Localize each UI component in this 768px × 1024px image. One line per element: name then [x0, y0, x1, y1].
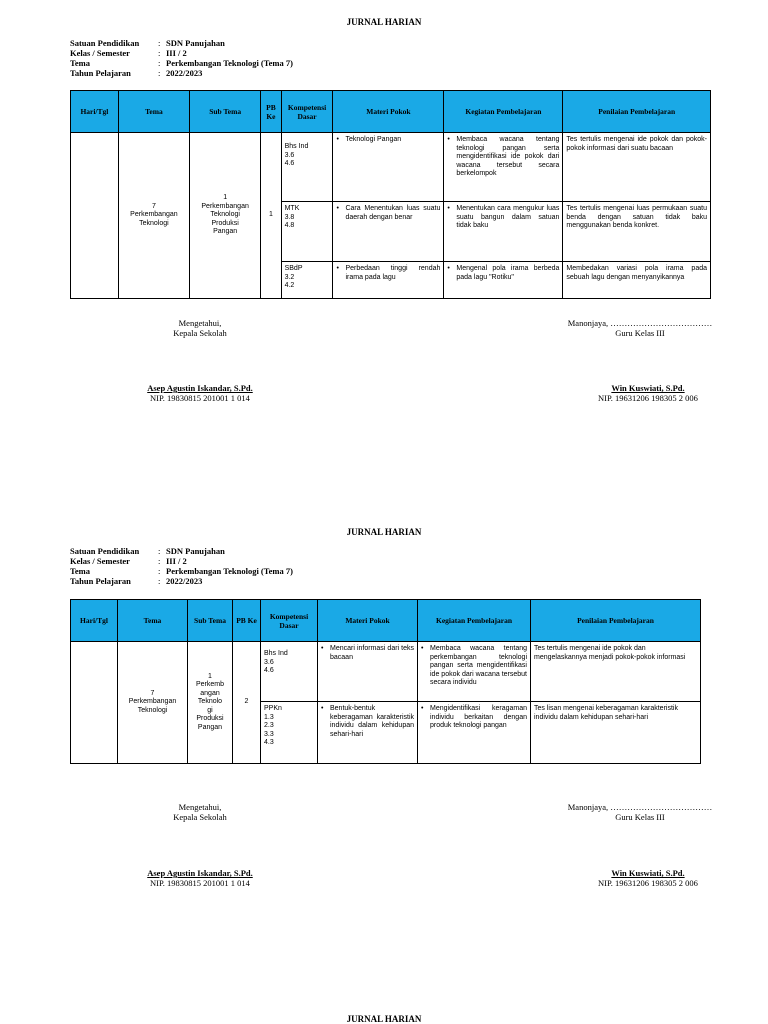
hari-cell: [71, 133, 119, 299]
header-subtema: Sub Tema: [190, 91, 261, 133]
journal-info: Satuan Pendidikan : SDN Panujahan Kelas / Semester : III / 2 Tema : Perkembangan Teknologi (Tema 7) Tahun Pelajaran : 2022/2023: [70, 38, 293, 78]
info-value: 2022/2023: [166, 68, 203, 78]
header-materi: Materi Pokok: [333, 91, 444, 133]
info-label: Satuan Pendidikan: [70, 546, 140, 556]
signature-left: Mengetahui, Kepala Sekolah: [173, 318, 227, 338]
header-subtema: Sub Tema: [188, 600, 233, 642]
signature-right: Manonjaya, ……………………………… Guru Kelas III: [567, 802, 713, 822]
table-row: [71, 642, 701, 702]
penilaian-cell: Tes tertulis mengenai ide pokok dan mengelaskannya menjadi pokok-pokok informasi: [531, 642, 701, 702]
header-pb: PB Ke: [261, 91, 281, 133]
tema-cell: 7 Perkembangan Teknologi: [118, 133, 189, 299]
header-materi: Materi Pokok: [318, 600, 418, 642]
materi-cell: • Teknologi Pangan: [333, 133, 444, 202]
pb-cell: 1: [261, 133, 281, 299]
table-header-row: [71, 91, 711, 133]
signature-right: Manonjaya, ……………………………… Guru Kelas III: [567, 318, 713, 338]
info-label: Tema: [70, 58, 90, 68]
header-kegiatan: Kegiatan Pembelajaran: [418, 600, 531, 642]
info-label: Tahun Pelajaran: [70, 576, 131, 586]
materi-cell: • Mencari informasi dari teks bacaan: [318, 642, 418, 702]
signature-right-name: Win Kuswiati, S.Pd. NIP. 19631206 198305 2 006: [598, 383, 698, 403]
journal-info: Satuan Pendidikan : SDN Panujahan Kelas / Semester : III / 2 Tema : Perkembangan Teknologi (Tema 7) Tahun Pelajaran : 2022/2023: [70, 546, 293, 586]
info-label: Tahun Pelajaran: [70, 68, 131, 78]
table-header-row: [71, 600, 701, 642]
header-hari: Hari/Tgl: [71, 600, 118, 642]
subtema-cell: 1 Perkembangan Teknologi Produksi Pangan: [190, 133, 261, 299]
header-kd: Kompetensi Dasar: [261, 600, 318, 642]
signature-left-name: Asep Agustin Iskandar, S.Pd. NIP. 19830815 201001 1 014: [147, 383, 253, 403]
info-label: Kelas / Semester: [70, 48, 130, 58]
journal-table: [70, 599, 701, 764]
tema-cell: 7 Perkembangan Teknologi: [118, 642, 188, 764]
kegiatan-cell: • Menentukan cara mengukur luas suatu bangun dalam satuan tidak baku: [444, 202, 563, 262]
header-hari: Hari/Tgl: [71, 91, 119, 133]
info-label: Tema: [70, 566, 90, 576]
info-label: Kelas / Semester: [70, 556, 130, 566]
kd-cell: Bhs Ind 3.6 4.6: [261, 642, 318, 702]
header-tema: Tema: [118, 600, 188, 642]
penilaian-cell: Tes tertulis mengenai luas permukaan suatu benda dengan satuan tidak baku menggunakan benda konkret.: [563, 202, 711, 262]
journal-title: JURNAL HARIAN: [346, 17, 422, 27]
journal-title: JURNAL HARIAN: [346, 1014, 422, 1024]
pb-cell: 2: [233, 642, 261, 764]
table-row: [71, 133, 711, 202]
materi-cell: • Bentuk-bentuk keberagaman karakteristik individu dalam kehidupan sehari-hari: [318, 702, 418, 764]
hari-cell: [71, 642, 118, 764]
header-penilaian: Penilaian Pembelajaran: [563, 91, 711, 133]
info-value: SDN Panujahan: [166, 546, 225, 556]
header-pb: PB Ke: [233, 600, 261, 642]
kegiatan-cell: • Membaca wacana tentang perkembangan teknologi pangan serta mengidentifikasi ide pokok dari wacana tersebut secara individu: [418, 642, 531, 702]
info-value: SDN Panujahan: [166, 38, 225, 48]
kegiatan-cell: • Mengenal pola irama berbeda pada lagu "Rotiku": [444, 262, 563, 299]
penilaian-cell: Tes tertulis mengenai ide pokok dan pokok-pokok informasi dari suatu bacaan: [563, 133, 711, 202]
info-value: Perkembangan Teknologi (Tema 7): [166, 58, 293, 68]
signature-left-name: Asep Agustin Iskandar, S.Pd. NIP. 19830815 201001 1 014: [147, 868, 253, 888]
kd-cell: MTK 3.8 4.8: [281, 202, 333, 262]
header-tema: Tema: [118, 91, 189, 133]
signature-left: Mengetahui, Kepala Sekolah: [173, 802, 227, 822]
info-value: III / 2: [166, 48, 187, 58]
subtema-cell: 1 Perkemb angan Teknolo gi Produksi Pangan: [188, 642, 233, 764]
materi-cell: • Perbedaan tinggi rendah irama pada lagu: [333, 262, 444, 299]
info-label: Satuan Pendidikan: [70, 38, 140, 48]
kegiatan-cell: • Mengidentifikasi keragaman individu berkaitan dengan produk teknologi pangan: [418, 702, 531, 764]
kd-cell: SBdP 3.2 4.2: [281, 262, 333, 299]
journal-table: [70, 90, 711, 299]
info-value: Perkembangan Teknologi (Tema 7): [166, 566, 293, 576]
signature-right-name: Win Kuswiati, S.Pd. NIP. 19631206 198305 2 006: [598, 868, 698, 888]
kd-cell: Bhs Ind 3.6 4.6: [281, 133, 333, 202]
kegiatan-cell: • Membaca wacana tentang teknologi pangan serta mengidentifikasi ide pokok dari wacana tersebut secara berkelompok: [444, 133, 563, 202]
info-value: 2022/2023: [166, 576, 203, 586]
header-penilaian: Penilaian Pembelajaran: [531, 600, 701, 642]
journal-title: JURNAL HARIAN: [346, 527, 422, 537]
info-value: III / 2: [166, 556, 187, 566]
penilaian-cell: Membedakan variasi pola irama pada sebuah lagu dengan menyanyikannya: [563, 262, 711, 299]
materi-cell: • Cara Menentukan luas suatu daerah dengan benar: [333, 202, 444, 262]
penilaian-cell: Tes lisan mengenai keberagaman karakteristik individu dalam kehidupan sehari-hari: [531, 702, 701, 764]
header-kegiatan: Kegiatan Pembelajaran: [444, 91, 563, 133]
kd-cell: PPKn 1.3 2.3 3.3 4.3: [261, 702, 318, 764]
header-kd: Kompetensi Dasar: [281, 91, 333, 133]
